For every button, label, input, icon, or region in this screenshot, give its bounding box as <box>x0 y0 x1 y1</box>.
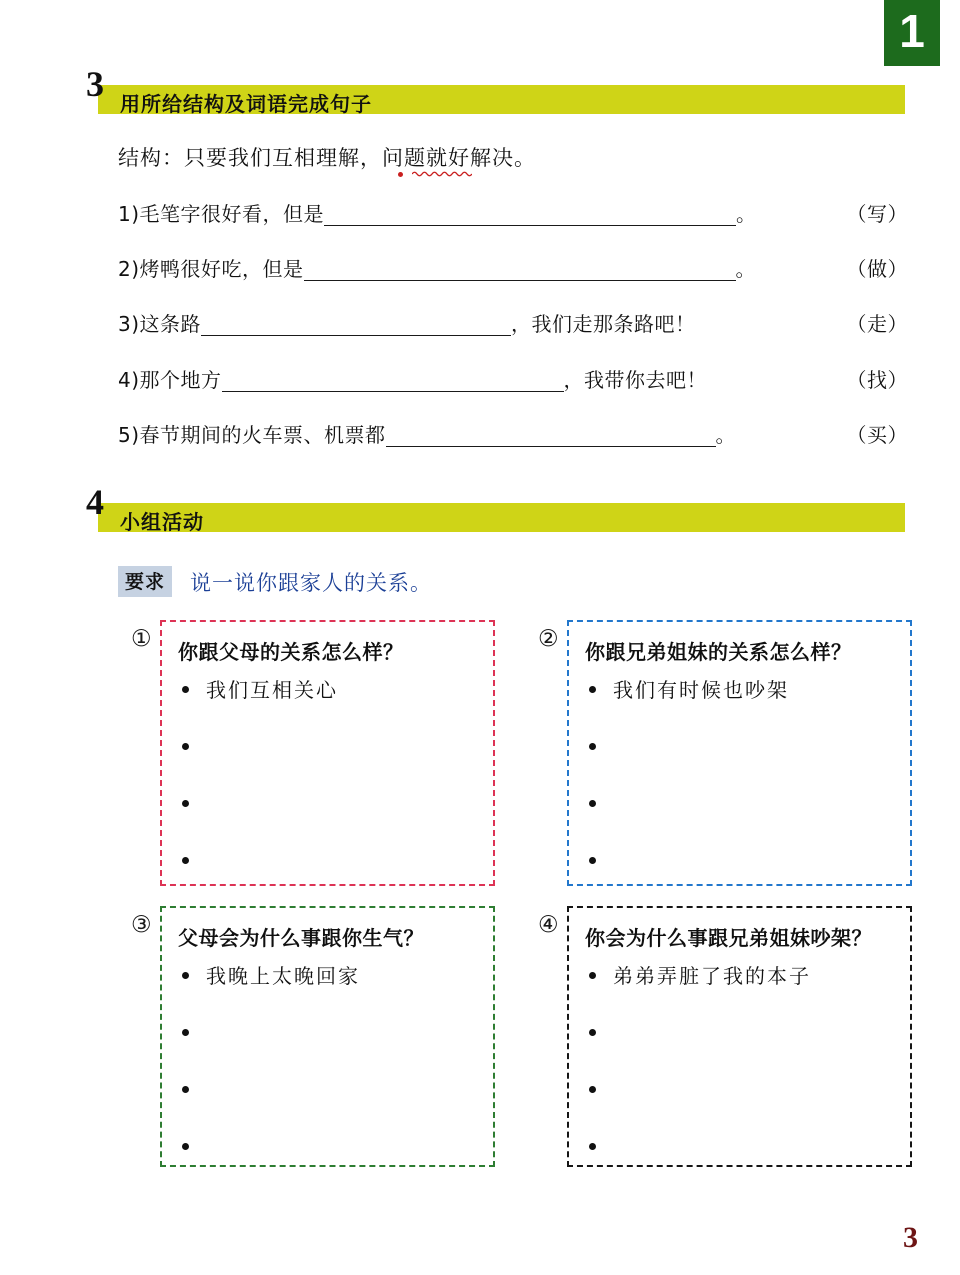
activity-question-1: 你跟父母的关系怎么样？ <box>178 640 404 664</box>
sentence-tail: 。 <box>735 257 757 281</box>
activity-answer: 我晚上太晚回家 <box>206 964 360 988</box>
bullet-dot-icon <box>182 1143 189 1150</box>
sentence-blank-5[interactable] <box>386 423 716 447</box>
activity-marker-3: ③ <box>131 912 152 938</box>
list-item[interactable] <box>589 1078 902 1135</box>
bullet-dot-icon <box>589 1086 596 1093</box>
sentence-tail: 。 <box>715 423 737 447</box>
list-item[interactable] <box>589 849 902 906</box>
list-item[interactable] <box>182 1135 485 1192</box>
sentence-prompt: 春节期间的火车票、机票都 <box>139 423 386 447</box>
list-item[interactable] <box>182 735 485 792</box>
activity-box-2[interactable] <box>567 620 912 886</box>
sentence-item-5 <box>118 419 908 453</box>
sentence-hint-1: （写） <box>846 202 908 226</box>
list-item[interactable] <box>589 964 902 1021</box>
sentence-hint-2: （做） <box>846 257 908 281</box>
list-item[interactable] <box>182 1078 485 1135</box>
activity-question-2: 你跟兄弟姐妹的关系怎么样？ <box>585 640 852 664</box>
sentence-blank-1[interactable] <box>324 202 736 226</box>
sentence-blank-2[interactable] <box>304 257 736 281</box>
bullet-dot-icon <box>589 1029 596 1036</box>
sentence-prompt: 那个地方 <box>139 368 222 392</box>
list-item[interactable] <box>589 735 902 792</box>
structure-example-line <box>118 142 536 172</box>
unit-number-tab: 1 <box>884 0 940 66</box>
sentence-hint-4: （找） <box>846 368 908 392</box>
activity-box-1[interactable] <box>160 620 495 886</box>
activity-marker-2: ② <box>538 626 559 652</box>
activity-answer-list-4 <box>589 964 902 1192</box>
sentence-tail: ，我们走那条路吧！ <box>511 312 696 336</box>
activity-answer: 我们互相关心 <box>206 678 338 702</box>
sentence-number: 1) <box>118 202 140 226</box>
activity-answer-list-3 <box>182 964 485 1192</box>
activity-marker-4: ④ <box>538 912 559 938</box>
sentence-number: 2) <box>118 257 140 281</box>
requirement-line <box>118 566 432 594</box>
requirement-badge: 要求 <box>118 566 172 597</box>
sentence-item-1 <box>118 198 908 232</box>
list-item[interactable] <box>182 678 485 735</box>
bullet-dot-icon <box>182 1029 189 1036</box>
section-number-4: 4 <box>86 482 104 522</box>
bullet-dot-icon <box>182 743 189 750</box>
sentence-hint-5: （买） <box>846 423 908 447</box>
bullet-dot-icon <box>589 972 596 979</box>
list-item[interactable] <box>589 792 902 849</box>
section-banner-3 <box>86 64 905 116</box>
sentence-number: 3) <box>118 312 140 336</box>
list-item[interactable] <box>589 678 902 735</box>
bullet-dot-icon <box>182 972 189 979</box>
page-number: 3 <box>903 1221 918 1254</box>
requirement-text: 说一说你跟家人的关系。 <box>190 570 433 595</box>
list-item[interactable] <box>589 1135 902 1192</box>
section-title-3: 用所给结构及词语完成句子 <box>120 92 372 116</box>
activity-box-3[interactable] <box>160 906 495 1167</box>
sentence-prompt: 烤鸭很好吃，但是 <box>139 257 304 281</box>
bullet-dot-icon <box>589 800 596 807</box>
bullet-dot-icon <box>182 686 189 693</box>
list-item[interactable] <box>182 792 485 849</box>
annotation-red-wavy-underline <box>412 170 472 177</box>
list-item[interactable] <box>182 964 485 1021</box>
sentence-tail: 。 <box>736 202 757 226</box>
sentence-blank-3[interactable] <box>201 312 511 336</box>
bullet-dot-icon <box>589 743 596 750</box>
activity-answer: 我们有时候也吵架 <box>613 678 789 702</box>
list-item[interactable] <box>182 849 485 906</box>
bullet-dot-icon <box>589 686 596 693</box>
section-title-4: 小组活动 <box>120 510 204 534</box>
list-item[interactable] <box>589 1021 902 1078</box>
section-number-3: 3 <box>86 64 104 104</box>
activity-question-3: 父母会为什么事跟你生气？ <box>178 926 424 950</box>
sentence-prompt: 这条路 <box>139 312 202 336</box>
annotation-red-dot <box>398 172 403 177</box>
sentence-item-4 <box>118 364 908 398</box>
sentence-item-2 <box>118 253 908 287</box>
activity-answer-list-1 <box>182 678 485 906</box>
activity-answer-list-2 <box>589 678 902 906</box>
section-banner-4 <box>86 482 905 534</box>
bullet-dot-icon <box>182 857 189 864</box>
activity-box-4[interactable] <box>567 906 912 1167</box>
bullet-dot-icon <box>589 1143 596 1150</box>
bullet-dot-icon <box>182 800 189 807</box>
list-item[interactable] <box>182 1021 485 1078</box>
sentence-tail: ，我带你去吧！ <box>563 368 708 392</box>
sentence-blank-4[interactable] <box>222 368 564 392</box>
bullet-dot-icon <box>589 857 596 864</box>
sentence-number: 4) <box>118 368 140 392</box>
sentence-hint-3: （走） <box>846 312 908 336</box>
bullet-dot-icon <box>182 1086 189 1093</box>
activity-question-4: 你会为什么事跟兄弟姐妹吵架？ <box>585 926 872 950</box>
structure-label: 结构： <box>118 146 184 170</box>
activity-marker-1: ① <box>131 626 152 652</box>
activity-answer: 弟弟弄脏了我的本子 <box>613 964 811 988</box>
sentence-number: 5) <box>118 423 140 447</box>
sentence-prompt: 毛笔字很好看，但是 <box>139 202 325 226</box>
structure-example-text: 只要我们互相理解，问题就好解决。 <box>184 146 536 170</box>
sentence-item-3 <box>118 308 908 342</box>
